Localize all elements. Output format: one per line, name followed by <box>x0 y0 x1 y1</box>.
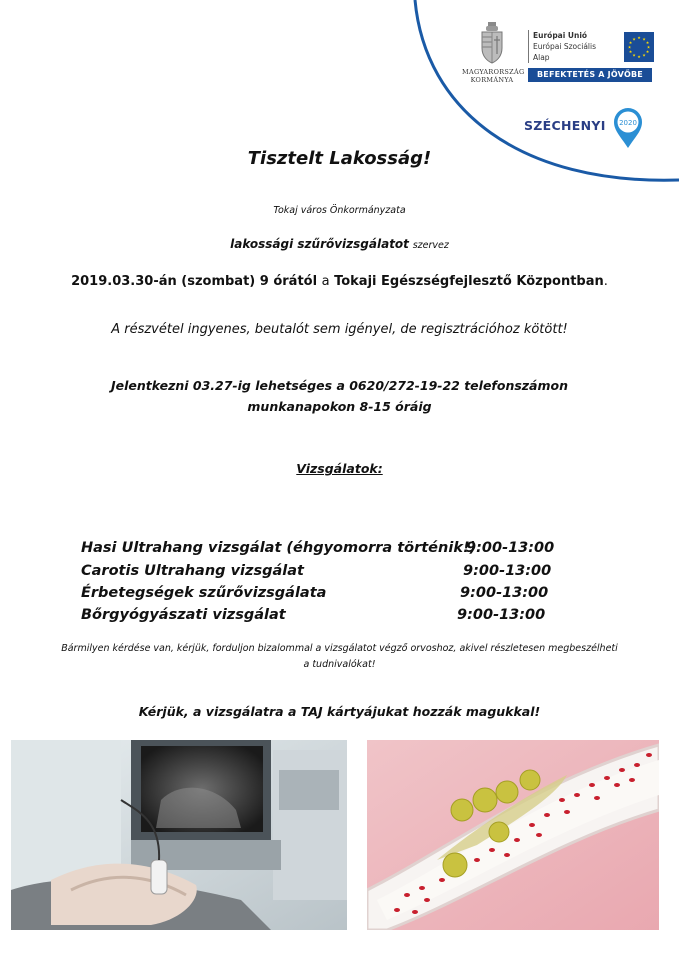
svg-text:★: ★ <box>642 36 646 42</box>
eu-line1: Európai Unió <box>533 31 588 40</box>
exam-time-dermatology: 9:00-13:00 <box>457 607 546 623</box>
exams-title: Vizsgálatok: <box>296 461 383 476</box>
free-participation-note: A részvétel ingyenes, beutalót sem igényel, de regisztrációhoz kötött! <box>111 322 568 337</box>
exam-name-vascular: Érbetegségek szűrővizsgálata <box>81 585 327 601</box>
page-title: Tisztelt Lakosság! <box>247 148 432 169</box>
screening-suffix: szervez <box>412 240 449 251</box>
svg-text:★: ★ <box>637 54 641 59</box>
ultrasound-examination-photo <box>11 740 347 930</box>
exam-time-abdominal: 9:00-13:00 <box>466 540 555 556</box>
screening-text: lakossági szűrővizsgálatot <box>230 237 409 251</box>
venue-suffix: . <box>603 274 608 289</box>
szechenyi-pin-icon <box>613 107 643 149</box>
svg-text:★: ★ <box>632 52 636 58</box>
exam-name-abdominal: Hasi Ultrahang vizsgálat (éhgyomorra történik!) <box>81 540 477 556</box>
eu-banner: BEFEKTETÉS A JÖVŐBE <box>528 68 652 82</box>
eu-flag-icon <box>624 32 654 62</box>
svg-text:★: ★ <box>637 35 641 40</box>
screening-line <box>0 237 679 251</box>
eu-line2: Európai Szociális <box>533 42 596 51</box>
exam-time-vascular: 9:00-13:00 <box>460 585 549 601</box>
exam-time-carotis: 9:00-13:00 <box>463 563 552 579</box>
svg-text:★: ★ <box>627 44 632 50</box>
eu-line3: Alap <box>533 53 550 62</box>
date-connector: a <box>321 274 330 289</box>
registration-line1: Jelentkezni 03.27-ig lehetséges a 0620/272-19-22 telefonszámon <box>110 378 569 393</box>
svg-text:★: ★ <box>646 44 651 50</box>
eu-funding-logo <box>528 30 652 79</box>
eu-text <box>528 30 613 63</box>
coat-of-arms-icon <box>479 22 505 64</box>
registration-line2: munkanapokon 8-15 óráig <box>247 399 432 414</box>
szechenyi-label: SZÉCHENYI <box>524 118 606 133</box>
svg-text:★: ★ <box>628 49 633 54</box>
date-time: 2019.03.30-án (szombat) 9 órától <box>71 274 318 289</box>
government-name-line2: KORMÁNYA <box>470 76 514 84</box>
taj-card-note: Kérjük, a vizsgálatra a TAJ kártyájukat hozzák magukkal! <box>138 704 541 719</box>
szechenyi-year: 2020 <box>619 119 637 127</box>
date-venue-line <box>0 274 679 289</box>
svg-text:★: ★ <box>628 40 633 45</box>
questions-note: Bármilyen kérdése van, kérjük, forduljon bizalommal a vizsgálatot végző orvoshoz, akivel részletesen megbeszélheti a tudnivalókat! <box>61 643 618 670</box>
venue: Tokaji Egészségfejlesztő Központban <box>334 274 604 289</box>
registration-info <box>0 375 679 417</box>
svg-text:★: ★ <box>632 36 636 42</box>
hungarian-government-logo <box>462 22 525 84</box>
government-name-line1: MAGYARORSZÁG <box>462 68 525 76</box>
svg-text:★: ★ <box>645 49 650 54</box>
organizer: Tokaj város Önkormányzata <box>273 205 406 216</box>
blood-vessel-illustration <box>367 740 659 930</box>
svg-text:★: ★ <box>642 52 646 58</box>
svg-text:★: ★ <box>645 40 650 45</box>
exam-name-dermatology: Bőrgyógyászati vizsgálat <box>81 607 286 623</box>
exam-name-carotis: Carotis Ultrahang vizsgálat <box>81 563 304 579</box>
